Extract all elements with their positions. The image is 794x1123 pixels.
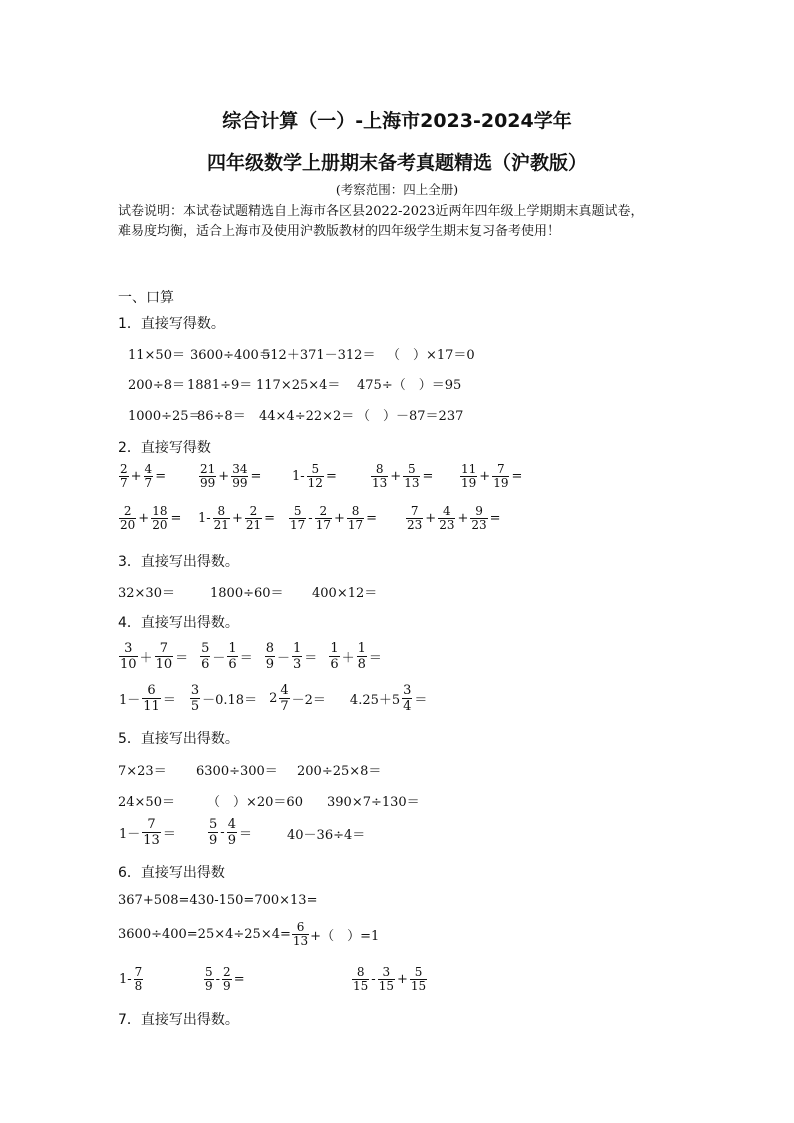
fraction: $\frac{8}{15}$: [353, 965, 369, 993]
fraction: $\frac{9}{23}$: [471, 504, 487, 532]
fraction: $\frac{1}{3}$: [293, 641, 302, 672]
q5-expression: $\frac{5}{9}$ - $\frac{4}{9}$ ＝: [209, 817, 252, 848]
fraction: $\frac{1}{6}$: [228, 641, 237, 672]
fraction: $\frac{5}{12}$: [307, 462, 323, 490]
question-7-heading: 7．直接写出得数。: [118, 1012, 239, 1028]
fraction: $\frac{3}{10}$: [120, 641, 137, 672]
q5-item: 40－36÷4＝: [287, 828, 366, 843]
title-line-2: 四年级数学上册期末备考真题精选（沪教版）: [206, 152, 587, 174]
fraction: $\frac{8}{17}$: [347, 504, 364, 532]
exam-note-line-1: 试卷说明：本试卷试题精选自上海市各区县2022-2023近两年四年级上学期期末真题试卷，: [118, 204, 644, 219]
fraction: $\frac{2}{21}$: [245, 504, 262, 532]
fraction: $\frac{1}{6}$: [330, 641, 339, 672]
q2-expression: $\frac{5}{17}$ - $\frac{2}{17}$ + $\frac{8}{17}$ =: [290, 504, 378, 532]
fraction: $\frac{7}{23}$: [407, 504, 423, 532]
q2-expression: $\frac{8}{13}$ + $\frac{5}{13}$ =: [372, 462, 434, 490]
fraction: $\frac{6}{11}$: [143, 683, 160, 714]
q6-expression: $\frac{8}{15}$ - $\frac{3}{15}$ + $\frac{5}{15}$: [353, 965, 427, 993]
question-6-heading: 6．直接写出得数: [118, 865, 225, 881]
fraction: $\frac{5}{6}$: [201, 641, 210, 672]
fraction: $\frac{8}{13}$: [372, 462, 388, 490]
section-heading: 一、口算: [118, 290, 174, 306]
fraction: $\frac{7}{13}$: [143, 817, 160, 848]
q2-expression: $\frac{2}{20}$ + $\frac{18}{20}$ =: [120, 504, 182, 532]
fraction: $\frac{6}{13}$: [292, 920, 309, 948]
fraction: $\frac{21}{99}$: [200, 462, 216, 490]
fraction: $\frac{7}{10}$: [155, 641, 173, 672]
q5-item: 24×50＝: [118, 795, 175, 810]
q1-item: 11×50＝: [128, 348, 185, 363]
q1-item: 475÷（ ）＝95: [357, 378, 462, 393]
q3-item: 400×12＝: [312, 586, 378, 601]
q6-expression: $\frac{5}{9}$ - $\frac{2}{9}$ =: [205, 965, 245, 993]
q5-item: （ ）×20＝60: [207, 795, 303, 810]
q1-item: 3600÷400＝: [190, 348, 272, 363]
q2-expression: 1- $\frac{8}{21}$ + $\frac{2}{21}$ =: [198, 504, 276, 532]
fraction: $\frac{3}{4}$: [403, 683, 412, 714]
fraction: $\frac{4}{23}$: [439, 504, 455, 532]
fraction: $\frac{5}{15}$: [410, 965, 427, 993]
fraction: $\frac{4}{9}$: [227, 817, 236, 848]
fraction: $\frac{3}{5}$: [190, 683, 200, 714]
fraction: $\frac{7}{8}$: [134, 965, 143, 993]
fraction: $\frac{3}{15}$: [378, 965, 394, 993]
exam-scope: (考察范围：四上全册): [335, 182, 459, 197]
fraction: $\frac{2}{7}$: [120, 462, 128, 490]
q1-item: 44×4÷22×2＝: [259, 409, 355, 424]
fraction: $\frac{11}{19}$: [461, 462, 477, 490]
fraction: $\frac{4}{7}$: [144, 462, 153, 490]
title-line-1: 综合计算（一）-上海市2023-2024学年: [222, 110, 572, 132]
q1-item: 200÷8＝: [128, 378, 185, 393]
fraction: $\frac{2}{9}$: [223, 965, 231, 993]
q2-expression: $\frac{11}{19}$ + $\frac{7}{19}$ =: [461, 462, 523, 490]
q6-row-1: 367+508=430-150=700×13=: [118, 893, 318, 908]
fraction: $\frac{2}{17}$: [315, 504, 331, 532]
q1-item: （ ）×17＝0: [387, 348, 475, 363]
fraction: $\frac{2}{20}$: [120, 504, 136, 532]
q5-item: 6300÷300＝: [196, 764, 278, 779]
question-5-heading: 5．直接写出得数。: [118, 731, 239, 747]
question-3-heading: 3．直接写出得数。: [118, 554, 239, 570]
fraction: $\frac{34}{99}$: [232, 462, 248, 490]
q5-item: 7×23＝: [118, 764, 167, 779]
q1-item: 1881÷9＝: [187, 378, 253, 393]
q5-item: 200÷25×8＝: [297, 764, 382, 779]
q2-expression: $\frac{2}{7}$ + $\frac{4}{7}$ =: [120, 462, 167, 490]
exam-note-line-2: 难易度均衡，适合上海市及使用沪教版教材的四年级学生期末复习备考使用！: [118, 224, 561, 239]
q5-expression: 1－ $\frac{7}{13}$ ＝: [119, 817, 176, 848]
q4-row-2: 1－ $\frac{6}{11}$ ＝ $\frac{3}{5}$ －0.18＝ 2 $\frac{4}{7}$ －2＝ 4.25＋5 $\frac{3}{4}$ ＝: [119, 683, 428, 714]
fraction: $\frac{7}{19}$: [493, 462, 509, 490]
q1-item: 86÷8＝: [197, 409, 246, 424]
q1-item: （ ）－87＝237: [357, 409, 464, 424]
fraction: $\frac{5}{17}$: [290, 504, 306, 532]
q5-item: 390×7÷130＝: [327, 795, 420, 810]
fraction: $\frac{5}{13}$: [404, 462, 420, 490]
q1-item: 1000÷25＝: [128, 409, 202, 424]
fraction: $\frac{18}{20}$: [152, 504, 168, 532]
fraction: $\frac{5}{9}$: [209, 817, 218, 848]
q6-expression: 1- $\frac{7}{8}$: [119, 965, 143, 993]
question-1-heading: 1．直接写得数。: [118, 316, 225, 332]
fraction: $\frac{4}{7}$: [280, 683, 289, 714]
question-2-heading: 2．直接写得数: [118, 440, 211, 456]
q2-expression: 1- $\frac{5}{12}$ =: [292, 462, 337, 490]
fraction: $\frac{1}{8}$: [357, 641, 366, 672]
q2-expression: $\frac{21}{99}$ + $\frac{34}{99}$ =: [200, 462, 262, 490]
q1-item: 512＋371－312＝: [262, 348, 376, 363]
q1-item: 117×25×4＝: [256, 378, 341, 393]
q3-item: 1800÷60＝: [210, 586, 284, 601]
q6-row-2: 3600÷400=25×4÷25×4= $\frac{6}{13}$ +（ ）=1: [118, 920, 380, 948]
q2-expression: $\frac{7}{23}$ + $\frac{4}{23}$ + $\frac{9}{23}$ =: [407, 504, 501, 532]
q4-row-1: $\frac{3}{10}$ ＋ $\frac{7}{10}$ ＝ $\frac{5}{6}$ － $\frac{1}{6}$ ＝ $\frac{8}{9}$ － $\frac{1}{3}$ ＝ $\frac{1}{6}$ ＋ $\frac{1}{8}$ ＝: [120, 641, 382, 672]
question-4-heading: 4．直接写出得数。: [118, 615, 239, 631]
fraction: $\frac{8}{21}$: [213, 504, 229, 532]
fraction: $\frac{8}{9}$: [265, 641, 274, 672]
q3-item: 32×30＝: [118, 586, 175, 601]
fraction: $\frac{5}{9}$: [205, 965, 213, 993]
